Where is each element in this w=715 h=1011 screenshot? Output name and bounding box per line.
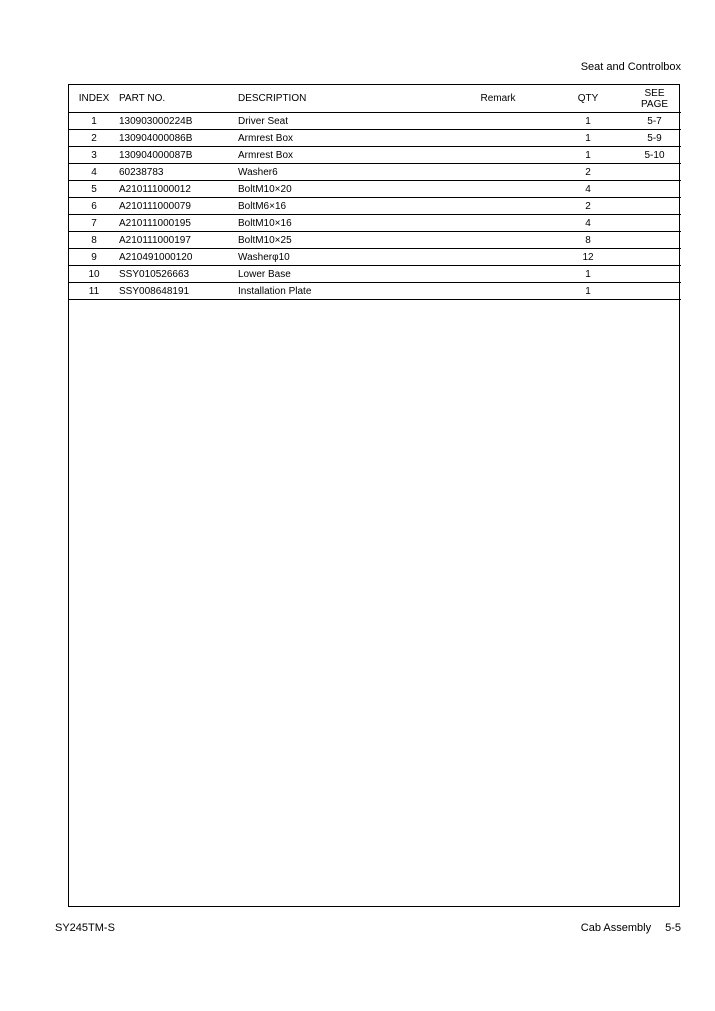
cell-index: 6 — [69, 198, 119, 215]
cell-qty: 4 — [548, 215, 628, 232]
cell-part-no: A210491000120 — [119, 249, 238, 266]
cell-see-page — [628, 232, 681, 249]
cell-index: 3 — [69, 147, 119, 164]
cell-part-no: SSY010526663 — [119, 266, 238, 283]
cell-index: 10 — [69, 266, 119, 283]
cell-description: BoltM6×16 — [238, 198, 448, 215]
cell-remark — [448, 181, 548, 198]
cell-remark — [448, 164, 548, 181]
parts-list-frame — [68, 84, 680, 907]
cell-qty: 8 — [548, 232, 628, 249]
col-header-see-page — [628, 85, 681, 113]
cell-qty: 1 — [548, 130, 628, 147]
cell-qty: 2 — [548, 164, 628, 181]
cell-see-page: 5-7 — [628, 113, 681, 130]
cell-description: Armrest Box — [238, 147, 448, 164]
see-page-line2: PAGE — [640, 98, 669, 110]
table-row — [69, 164, 681, 181]
cell-see-page — [628, 198, 681, 215]
cell-index: 4 — [69, 164, 119, 181]
cell-description: Installation Plate — [238, 283, 448, 300]
cell-remark — [448, 249, 548, 266]
table-row — [69, 283, 681, 300]
col-header-index: INDEX — [69, 85, 119, 113]
cell-remark — [448, 130, 548, 147]
cell-part-no: 130903000224B — [119, 113, 238, 130]
col-header-description: DESCRIPTION — [238, 85, 448, 113]
table-row — [69, 249, 681, 266]
cell-remark — [448, 113, 548, 130]
parts-table — [69, 85, 681, 300]
cell-description: Armrest Box — [238, 130, 448, 147]
table-row — [69, 198, 681, 215]
cell-see-page: 5-10 — [628, 147, 681, 164]
footer-page-info — [581, 922, 681, 934]
cell-qty: 4 — [548, 181, 628, 198]
col-header-remark: Remark — [448, 85, 548, 113]
cell-remark — [448, 147, 548, 164]
cell-index: 9 — [69, 249, 119, 266]
cell-see-page: 5-9 — [628, 130, 681, 147]
cell-see-page — [628, 266, 681, 283]
cell-description: BoltM10×20 — [238, 181, 448, 198]
cell-index: 11 — [69, 283, 119, 300]
table-row — [69, 147, 681, 164]
cell-remark — [448, 266, 548, 283]
cell-see-page — [628, 181, 681, 198]
cell-description: Washer6 — [238, 164, 448, 181]
cell-description: Lower Base — [238, 266, 448, 283]
cell-see-page — [628, 164, 681, 181]
cell-description: BoltM10×16 — [238, 215, 448, 232]
table-row — [69, 130, 681, 147]
cell-index: 1 — [69, 113, 119, 130]
parts-table-body — [69, 113, 681, 300]
table-row — [69, 215, 681, 232]
footer-model: SY245TM-S — [55, 922, 115, 934]
cell-part-no: A210111000079 — [119, 198, 238, 215]
cell-see-page — [628, 283, 681, 300]
cell-part-no: 130904000087B — [119, 147, 238, 164]
cell-remark — [448, 232, 548, 249]
footer-chapter: Cab Assembly — [580, 922, 652, 934]
cell-remark — [448, 198, 548, 215]
cell-index: 8 — [69, 232, 119, 249]
cell-part-no: A210111000195 — [119, 215, 238, 232]
cell-description: Driver Seat — [238, 113, 448, 130]
col-header-part-no: PART NO. — [119, 85, 238, 113]
cell-qty: 1 — [548, 283, 628, 300]
cell-qty: 2 — [548, 198, 628, 215]
cell-index: 2 — [69, 130, 119, 147]
cell-see-page — [628, 249, 681, 266]
cell-remark — [448, 283, 548, 300]
section-title: Seat and Controlbox — [580, 61, 681, 73]
see-page-line1: SEE — [644, 87, 665, 99]
cell-description: BoltM10×25 — [238, 232, 448, 249]
cell-qty: 12 — [548, 249, 628, 266]
cell-see-page — [628, 215, 681, 232]
cell-remark — [448, 215, 548, 232]
cell-part-no: 60238783 — [119, 164, 238, 181]
table-row — [69, 181, 681, 198]
cell-qty: 1 — [548, 147, 628, 164]
cell-part-no: SSY008648191 — [119, 283, 238, 300]
table-row — [69, 113, 681, 130]
table-row — [69, 232, 681, 249]
cell-part-no: A210111000197 — [119, 232, 238, 249]
cell-description: Washerφ10 — [238, 249, 448, 266]
footer-page-number: 5-5 — [665, 922, 681, 934]
table-header-row — [69, 85, 681, 113]
cell-index: 7 — [69, 215, 119, 232]
cell-index: 5 — [69, 181, 119, 198]
cell-qty: 1 — [548, 113, 628, 130]
cell-part-no: A210111000012 — [119, 181, 238, 198]
cell-part-no: 130904000086B — [119, 130, 238, 147]
col-header-qty: QTY — [548, 85, 628, 113]
table-row — [69, 266, 681, 283]
cell-qty: 1 — [548, 266, 628, 283]
